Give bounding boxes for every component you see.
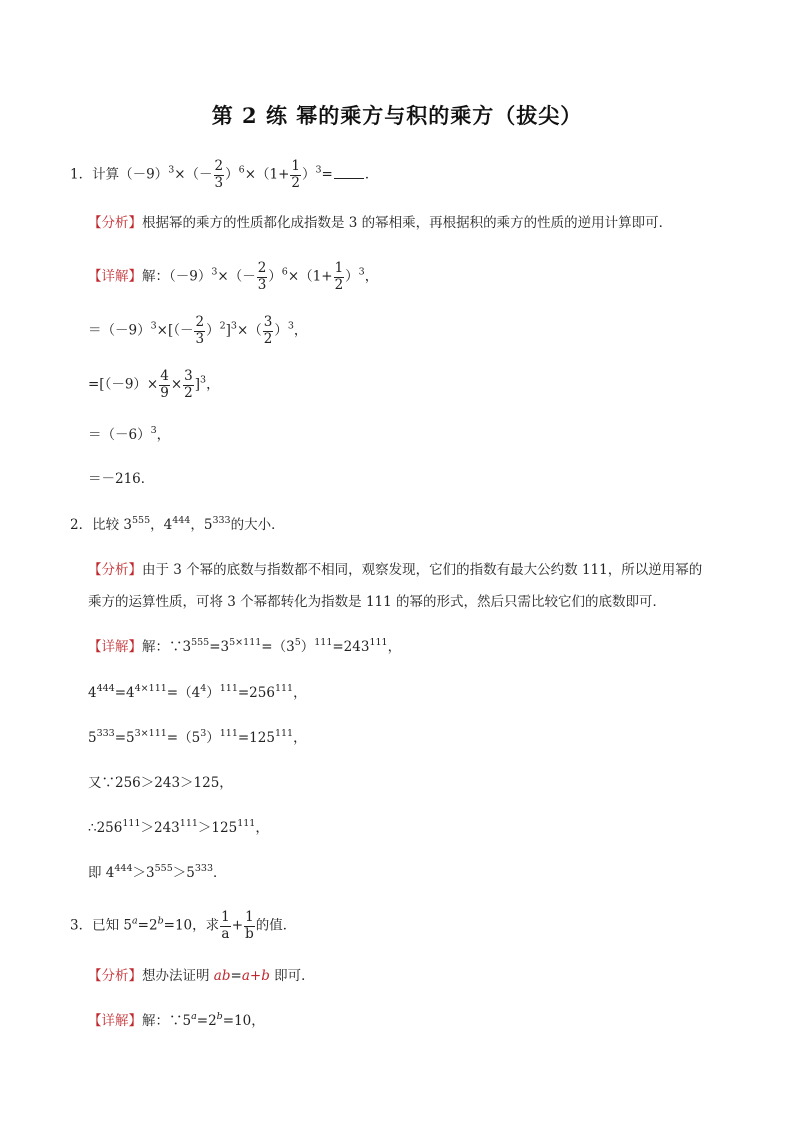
- q3-text: 已知 5: [92, 917, 132, 934]
- detail-2-line-2: [88, 683, 307, 703]
- math-text: ×（－: [217, 268, 256, 285]
- detail-1-line-2: [88, 316, 307, 346]
- numerator: 1: [221, 909, 230, 925]
- detail-2-line-1: [88, 637, 401, 657]
- exponent: 4: [200, 683, 207, 694]
- exponent: 3: [358, 266, 365, 278]
- q1-text: ．: [364, 166, 379, 183]
- q2-text: 的大小．: [230, 517, 285, 533]
- math-text: ×（: [236, 322, 262, 339]
- math-text: ＞243: [140, 820, 180, 836]
- denominator: 3: [257, 276, 267, 293]
- exponent: 5: [294, 637, 301, 648]
- math-text: ，: [156, 427, 171, 443]
- q1-text: 计算（－9）: [92, 166, 169, 183]
- exponent: 3: [211, 266, 218, 278]
- exponent: 333: [212, 515, 231, 526]
- detail-2-line-4: [88, 773, 233, 793]
- math-text: ，: [364, 268, 379, 285]
- question-number: 2．: [70, 517, 93, 533]
- math-text: ，: [387, 639, 402, 655]
- math-text: ＞3: [132, 865, 155, 881]
- exponent: 6: [238, 164, 245, 176]
- analysis-tag: 【分析】: [88, 562, 142, 578]
- q2-text: 比较 3: [92, 517, 132, 533]
- exponent: 4×111: [134, 683, 167, 694]
- analysis-tag: 【分析】: [88, 215, 142, 231]
- fraction: [183, 370, 194, 400]
- detail-tag: 【详解】: [88, 268, 142, 285]
- exponent: 5×111: [229, 637, 262, 648]
- exponent: 3×111: [134, 728, 167, 739]
- math-text: =10，: [222, 1013, 265, 1029]
- math-text: ）: [206, 730, 220, 746]
- detail-1-line-3: [88, 370, 220, 400]
- exponent: 555: [131, 515, 151, 526]
- math-text: ，: [293, 685, 307, 701]
- denominator: 2: [291, 174, 300, 191]
- numerator: 1: [291, 158, 300, 174]
- q2-text: ，5: [190, 517, 213, 533]
- denominator: 3: [195, 330, 205, 347]
- math-text: ＞5: [172, 865, 195, 881]
- numerator: 2: [195, 314, 205, 330]
- question-3: [70, 911, 296, 941]
- math-text: =[（－9）×: [88, 376, 159, 393]
- question-1: [70, 160, 378, 190]
- exponent: 2: [219, 320, 226, 332]
- denominator: b: [245, 925, 254, 942]
- math-text: 又∵256＞243＞125，: [88, 775, 233, 791]
- analysis-text: +: [249, 968, 262, 984]
- math-text: ，: [293, 730, 307, 746]
- exponent: 111: [369, 637, 388, 648]
- fraction: [220, 911, 231, 941]
- exponent: a: [131, 915, 138, 927]
- numerator: 3: [263, 314, 273, 330]
- math-text: ）: [268, 268, 282, 285]
- question-2: [70, 515, 285, 535]
- q1-text: ×（1+: [244, 166, 290, 183]
- math-text: ＝（－6）: [88, 427, 151, 443]
- fraction: [159, 370, 170, 400]
- math-text: =2: [196, 1013, 217, 1029]
- fraction: [334, 262, 345, 292]
- exponent: 444: [114, 863, 133, 874]
- math-text: ）: [345, 268, 359, 285]
- math-text: ＝－216．: [88, 471, 155, 487]
- exponent: 3: [168, 164, 175, 176]
- math-text: ）: [300, 639, 315, 655]
- exponent: 3: [200, 728, 207, 739]
- detail-3-line-1: [88, 1011, 265, 1031]
- detail-tag: 【详解】: [88, 1013, 142, 1029]
- math-text: 解：∵5: [142, 1013, 192, 1029]
- analysis-2-line-2: [88, 592, 666, 612]
- math-text: ，: [293, 322, 308, 339]
- exponent: 444: [172, 515, 191, 526]
- exponent: a: [191, 1011, 197, 1022]
- q1-text: ）: [302, 166, 316, 183]
- math-text: 5: [88, 730, 97, 746]
- math-variable: b: [261, 968, 270, 984]
- math-text: =3: [209, 639, 230, 655]
- analysis-text: 想办法证明: [142, 968, 214, 984]
- numerator: 3: [184, 368, 193, 384]
- math-text: ，: [255, 820, 269, 836]
- exponent: b: [157, 915, 164, 927]
- math-text: ）: [206, 322, 220, 339]
- math-variable: a: [241, 968, 250, 984]
- detail-1-line-5: [88, 469, 154, 489]
- exponent: 111: [237, 818, 256, 829]
- q3-text: +: [231, 917, 244, 934]
- math-variable: ab: [213, 968, 231, 984]
- math-text: ]: [225, 322, 231, 339]
- math-text: ）: [274, 322, 288, 339]
- q3-text: =2: [137, 917, 158, 934]
- numerator: 2: [214, 158, 224, 174]
- denominator: 2: [334, 276, 344, 293]
- exponent: 3: [315, 164, 322, 176]
- question-number: 3．: [70, 917, 93, 934]
- exponent: 111: [179, 818, 198, 829]
- denominator: 3: [214, 174, 224, 191]
- fraction: [263, 316, 274, 346]
- exponent: 111: [219, 683, 238, 694]
- analysis-text: =: [230, 968, 242, 984]
- math-text: 解：（－9）: [142, 268, 212, 285]
- math-text: =（4: [166, 685, 201, 701]
- math-text: 即 4: [88, 865, 115, 881]
- analysis-1: [88, 213, 672, 233]
- detail-2-line-5: [88, 818, 269, 838]
- analysis-tag: 【分析】: [88, 968, 142, 984]
- exponent: 333: [194, 863, 213, 874]
- analysis-3: [88, 966, 315, 986]
- detail-tag: 【详解】: [88, 639, 142, 655]
- analysis-text: 根据幂的乘方的性质都化成指数是 3 的幂相乘，再根据积的乘方的性质的逆用计算即可．: [142, 215, 673, 231]
- exponent: 333: [96, 728, 115, 739]
- exponent: 111: [274, 683, 294, 694]
- detail-2-line-6: [88, 863, 227, 883]
- exponent: 555: [191, 637, 210, 648]
- math-text: =4: [114, 685, 135, 701]
- detail-1-line-4: [88, 425, 170, 445]
- exponent: b: [216, 1011, 223, 1022]
- math-text: ＞125: [197, 820, 238, 836]
- numerator: 1: [245, 909, 254, 925]
- math-text: ）: [206, 685, 220, 701]
- q3-text: =10，求: [163, 917, 220, 934]
- detail-2-line-3: [88, 728, 307, 748]
- exponent: 555: [154, 863, 173, 874]
- question-number: 1．: [70, 166, 93, 183]
- numerator: 2: [257, 260, 267, 276]
- exponent: 3: [150, 425, 157, 436]
- math-text: ，: [206, 376, 220, 393]
- math-text: =5: [114, 730, 135, 746]
- math-text: ∴256: [88, 820, 123, 836]
- exponent: 111: [314, 637, 333, 648]
- math-text: ×: [170, 376, 183, 393]
- q2-text: ，4: [150, 517, 173, 533]
- denominator: 9: [160, 384, 169, 401]
- math-text: ×（1+: [287, 268, 333, 285]
- exponent: 111: [219, 728, 238, 739]
- math-text: ]: [194, 376, 201, 393]
- math-text: 解：∵3: [142, 639, 192, 655]
- exponent: 3: [150, 320, 157, 332]
- math-text: =（3: [261, 639, 295, 655]
- exponent: 111: [122, 818, 141, 829]
- fraction: [244, 911, 255, 941]
- numerator: 4: [160, 368, 169, 384]
- exponent: 3: [287, 320, 294, 332]
- q3-text: 的值．: [255, 917, 297, 934]
- numerator: 1: [334, 260, 344, 276]
- exponent: 3: [200, 374, 207, 386]
- denominator: 2: [263, 330, 273, 347]
- math-text: =256: [237, 685, 275, 701]
- fraction: [194, 316, 205, 346]
- q1-text: ）: [225, 166, 239, 183]
- q1-text: ×（－: [174, 166, 213, 183]
- math-text: ＝（－9）: [88, 322, 151, 339]
- math-text: 4: [88, 685, 97, 701]
- math-text: ×[（－: [156, 322, 194, 339]
- fraction: [290, 160, 301, 190]
- q1-text: =: [321, 166, 333, 183]
- answer-blank: [334, 166, 364, 179]
- fraction: [214, 160, 225, 190]
- denominator: 2: [184, 384, 193, 401]
- math-text: ．: [213, 865, 227, 881]
- analysis-2-line-1: [88, 560, 702, 580]
- exponent: 3: [230, 320, 237, 332]
- analysis-text: 乘方的运算性质，可将 3 个幂都转化为指数是 111 的幂的形式，然后只需比较它们的底数即可．: [88, 594, 667, 610]
- exponent: 444: [96, 683, 115, 694]
- page-title: 第 2 练 幂的乘方与积的乘方（拔尖）: [211, 103, 583, 128]
- detail-1-line-1: [88, 262, 378, 292]
- analysis-text: 即可．: [269, 968, 315, 984]
- fraction: [257, 262, 268, 292]
- exponent: 111: [274, 728, 294, 739]
- denominator: a: [221, 925, 230, 942]
- exponent: 6: [281, 266, 288, 278]
- math-text: =（5: [166, 730, 201, 746]
- analysis-text: 由于 3 个幂的底数与指数都不相同，观察发现，它们的指数有最大公约数 111，所以逆用幂的: [142, 562, 703, 578]
- math-text: =243: [332, 639, 370, 655]
- math-text: =125: [237, 730, 275, 746]
